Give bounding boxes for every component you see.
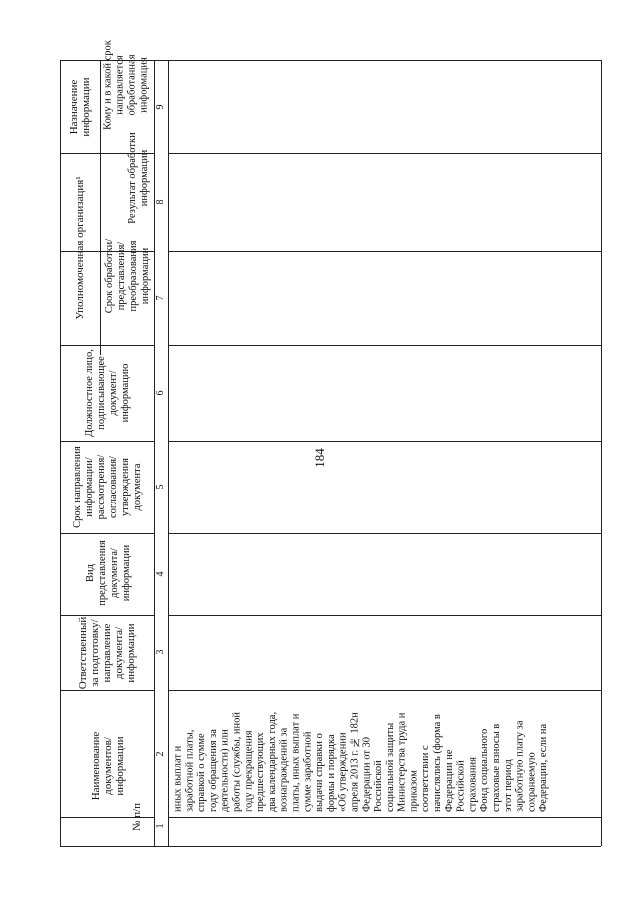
row-name-line: соответствии с [420,745,432,812]
number-row-bottom-line [168,60,169,846]
row-name-line: два календарных года, [266,711,278,812]
row-name-line: выдачи справки о [314,733,326,812]
row-name-line: сохраняемую [526,752,538,812]
row-name-line: заработной платы, [184,729,196,812]
col-number-1: 1 [155,823,166,829]
row-line [168,615,601,616]
row-line [168,251,601,252]
row-name-line: апреля 2013 г. № 182н [349,712,361,812]
row-line [168,690,601,691]
row-name-line: деятельности) или [219,729,231,812]
header-col-1: № п/п [131,802,143,832]
col-number-8: 8 [155,199,166,205]
header-col-9: Кому и в какой срок направляется обработанная информация [102,40,150,130]
col-number-3: 3 [155,649,166,655]
header-col-3: Ответственный за подготовку/ направление документа/ информации [77,616,137,690]
row-name-line: Федерации, если на [538,723,550,812]
row-name-line: Фонд социального [479,728,491,812]
row-name-line: платы, иных выплат и [290,713,302,812]
row-name-line: справкой о сумме [196,733,208,812]
table-left-border [60,60,61,846]
row-name-line: приказом [408,770,420,812]
row-name-line: году обращения за [207,729,219,812]
row-name-line: начислялись (форма в [432,714,444,812]
row-name-line: заработную плату за [514,720,526,812]
group-header-authorized-org: Уполномоченная организация¹ [74,176,86,320]
header-col-2: Наименование документов/ информации [90,731,126,801]
row-name-line: Министерства труда и [396,712,408,812]
header-bottom-border [60,846,168,847]
row-line [168,153,601,154]
col-number-9: 9 [155,104,166,110]
row-document-name [170,692,550,812]
row-name-line: Российской [455,760,467,812]
row-name-line: году прекращения [243,730,255,812]
row-name-line: страховые взносы в [491,723,503,812]
row-name-line: предшествующих [255,732,267,812]
row-line [168,533,601,534]
row-name-line: иных выплат и [172,745,184,812]
col-number-4: 4 [155,571,166,577]
row-line [168,441,601,442]
row-name-line: Российской [373,760,385,812]
row-name-line: вознаграждений за [278,727,290,812]
header-col-4: Вид представления документа/ информации [85,540,132,606]
page-number: 184 [312,448,327,468]
row-name-line: Федерации не [443,749,455,812]
header-col-6: Должностное лицо, подписывающее документ/ информацию [84,349,131,437]
col-number-5: 5 [155,484,166,490]
row-name-line: этот период [502,759,514,812]
header-col-8: Результат обработки информации [127,132,150,224]
table-right-border [601,60,602,846]
row-line [168,345,601,346]
group-header-purpose: Назначение информации [68,77,92,137]
table-bottom-border [168,846,601,847]
table-top-border [168,60,601,61]
header-col-5: Срок направления информации/ рассмотрения/ согласования/ утверждения документа [72,446,143,528]
row-line [168,817,601,818]
col-number-6: 6 [155,390,166,396]
row-name-line: «Об утверждении [337,732,349,812]
row-name-line: формы и порядка [325,734,337,812]
row-name-line: Федерации от 30 [361,736,373,812]
row-name-line: работы (службы, иной [231,711,243,812]
row-name-line: социальной защиты [384,722,396,812]
col-number-2: 2 [155,751,166,757]
row-name-line: сумме заработной [302,731,314,812]
header-col-7: Срок обработки/ представления/ преобразования информации [104,238,151,314]
row-name-line: страхования [467,757,479,812]
col-number-7: 7 [155,295,166,301]
